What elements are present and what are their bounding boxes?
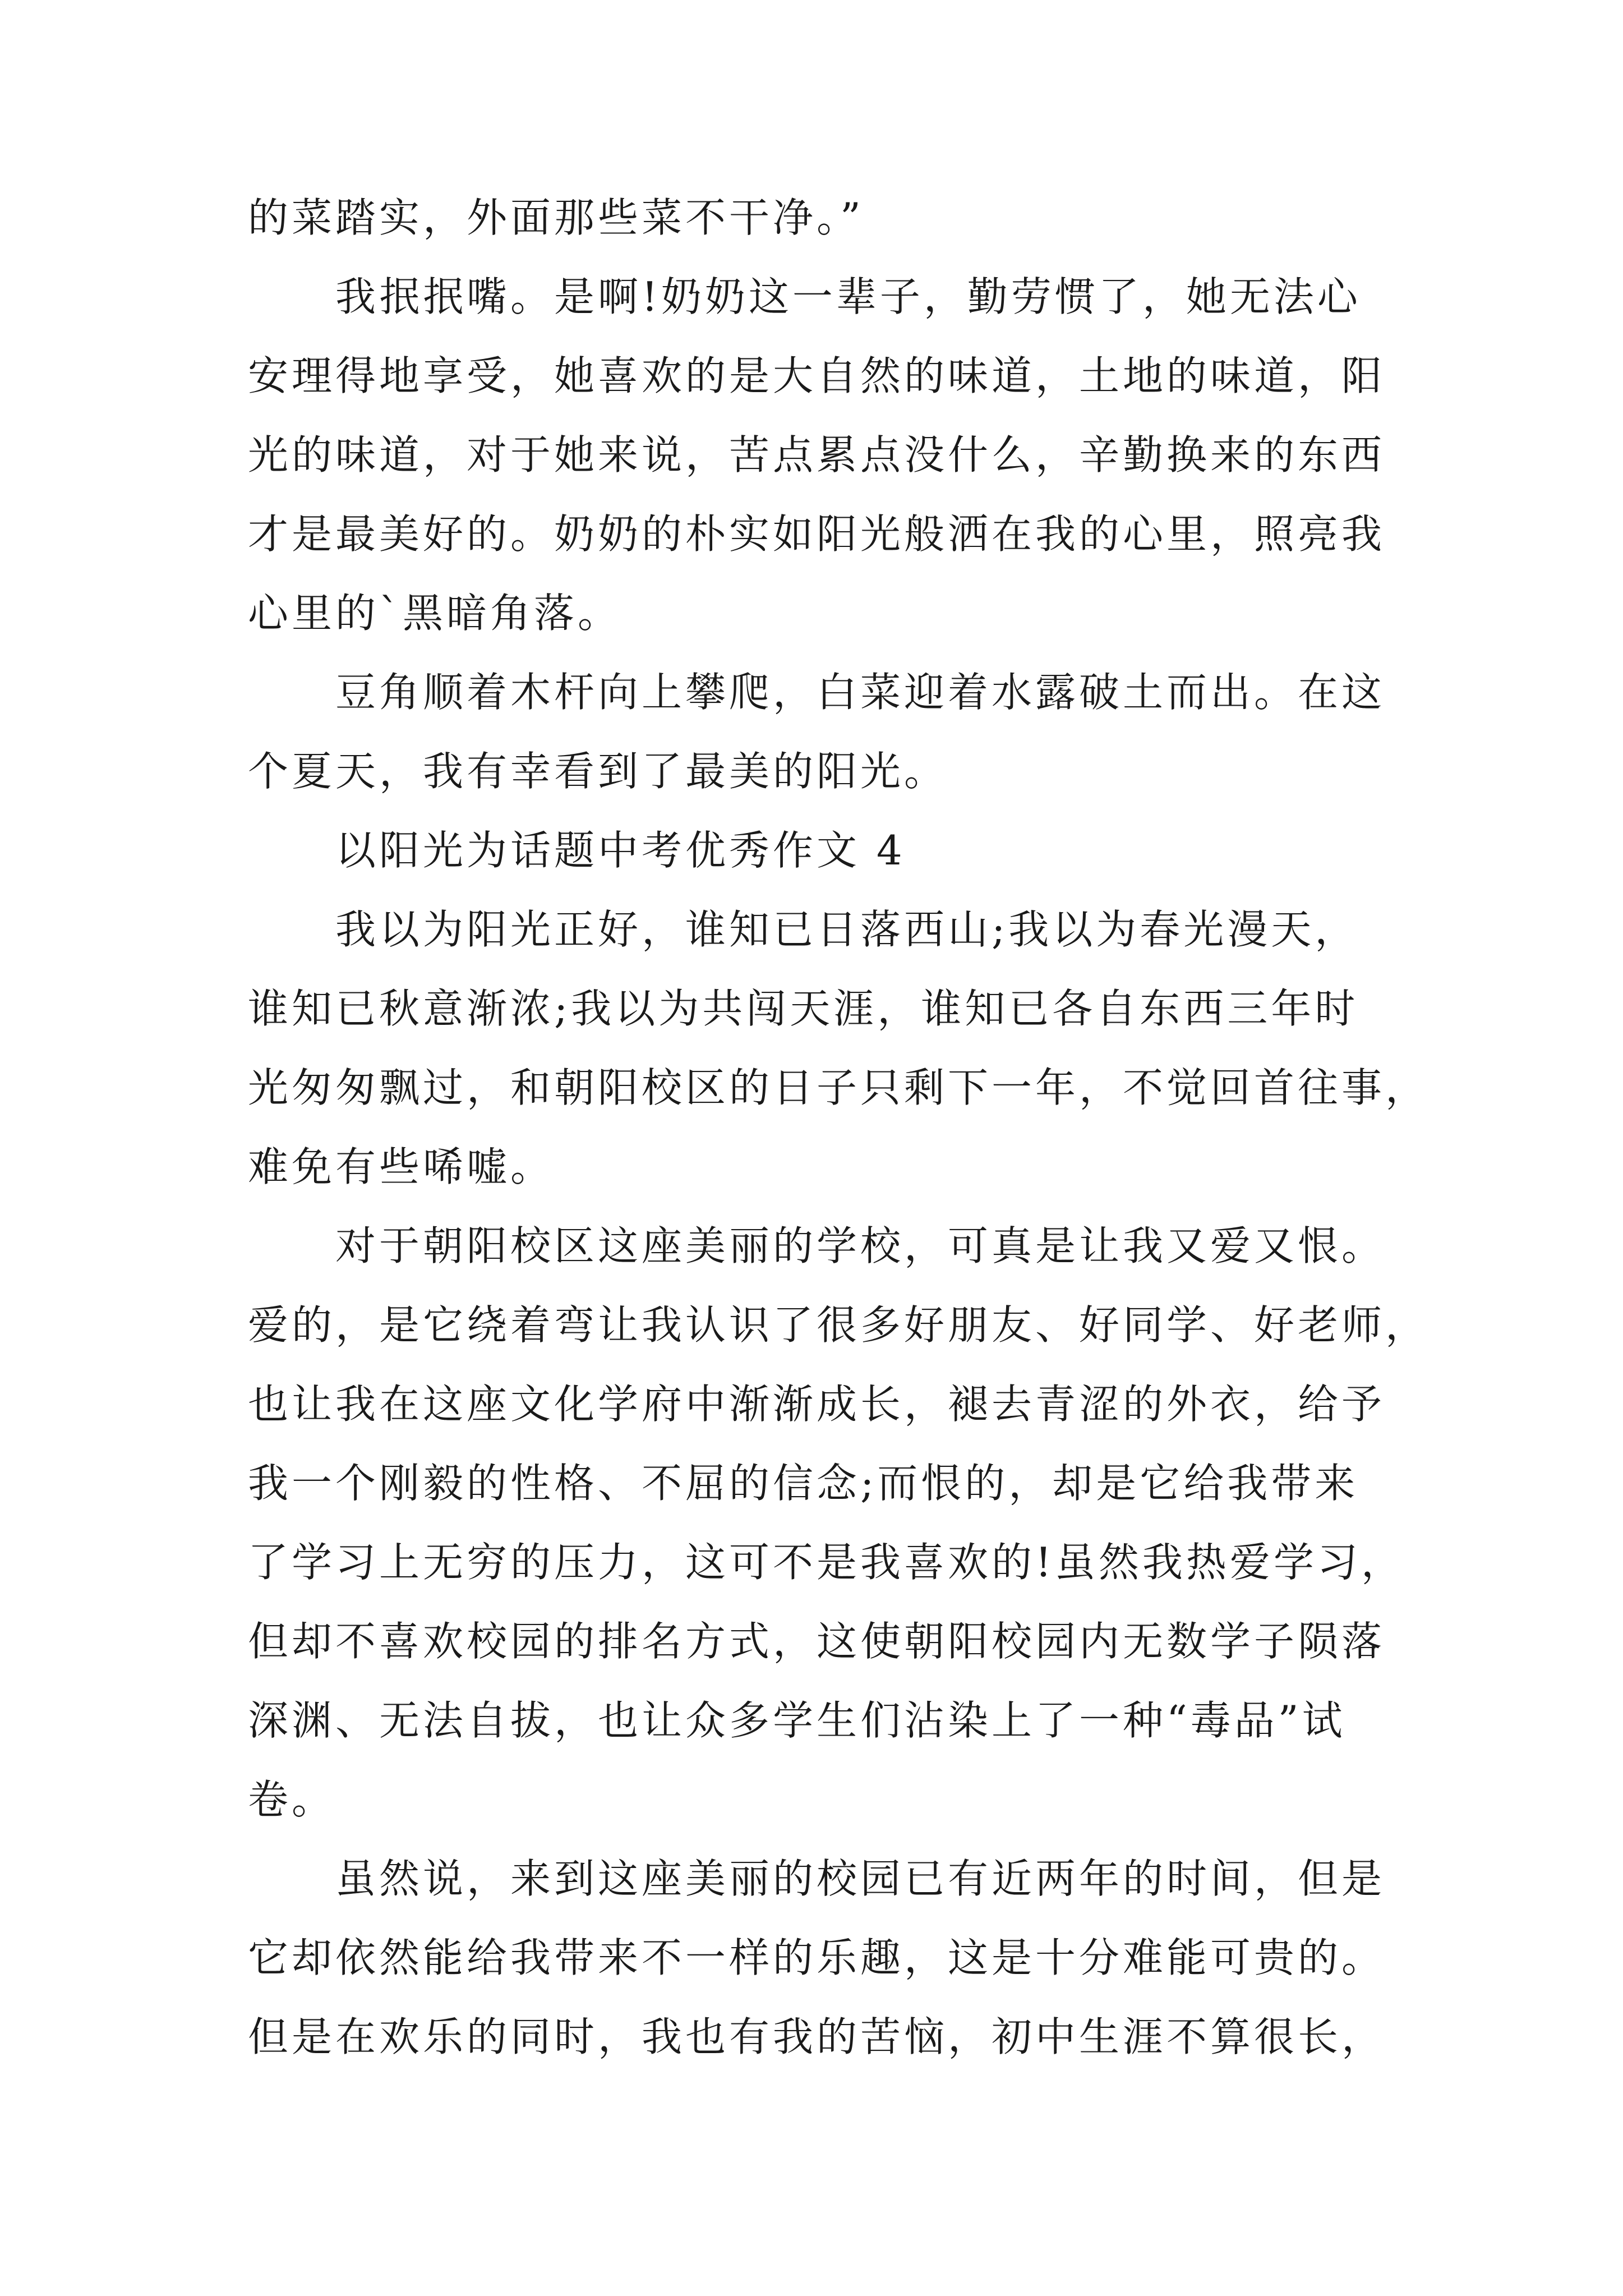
text-line: 也让我在这座文化学府中渐渐成长，褪去青涩的外衣，给予 <box>248 1381 1386 1428</box>
text-line: 卷。 <box>248 1776 336 1823</box>
text-line: 心里的`黑暗角落。 <box>248 590 622 637</box>
text-line: 爱的，是它绕着弯让我认识了很多好朋友、好同学、好老师， <box>248 1301 1430 1349</box>
document-body <box>248 178 1430 2077</box>
text-line: 深渊、无法自拔，也让众多学生们沾染上了一种“毒品”试 <box>248 1697 1346 1744</box>
text-line: 我以为阳光正好，谁知已日落西山;我以为春光漫天， <box>248 906 1359 953</box>
text-line: 谁知已秋意渐浓;我以为共闯天涯，谁知已各自东西三年时 <box>248 985 1359 1032</box>
text-line: 了学习上无穷的压力，这可不是我喜欢的!虽然我热爱学习， <box>248 1539 1405 1586</box>
text-line: 虽然说，来到这座美丽的校园已有近两年的时间，但是 <box>248 1855 1386 1902</box>
text-line: 但是在欢乐的同时，我也有我的苦恼，初中生涯不算很长， <box>248 2013 1386 2060</box>
text-line: 的菜踏实，外面那些菜不干净。” <box>248 194 864 241</box>
text-line: 豆角顺着木杆向上攀爬，白菜迎着水露破土而出。在这 <box>248 669 1386 716</box>
text-line: 才是最美好的。奶奶的朴实如阳光般洒在我的心里，照亮我 <box>248 510 1386 558</box>
text-line: 个夏天，我有幸看到了最美的阳光。 <box>248 748 948 795</box>
text-line: 光匆匆飘过，和朝阳校区的日子只剩下一年，不觉回首往事， <box>248 1064 1430 1111</box>
text-line: 它却依然能给我带来不一样的乐趣，这是十分难能可贵的。 <box>248 1934 1386 1981</box>
section-heading: 以阳光为话题中考优秀作文 4 <box>248 827 906 874</box>
text-line: 光的味道，对于她来说，苦点累点没什么，辛勤换来的东西 <box>248 431 1386 478</box>
text-line: 对于朝阳校区这座美丽的学校，可真是让我又爱又恨。 <box>248 1222 1386 1269</box>
text-line: 难免有些唏嘘。 <box>248 1143 555 1190</box>
text-line: 但却不喜欢校园的排名方式，这使朝阳校园内无数学子陨落 <box>248 1618 1386 1665</box>
text-line: 安理得地享受，她喜欢的是大自然的味道，土地的味道，阳 <box>248 352 1386 399</box>
text-line: 我抿抿嘴。是啊!奶奶这一辈子，勤劳惯了，她无法心 <box>248 273 1361 320</box>
text-line: 我一个刚毅的性格、不屈的信念;而恨的，却是它给我带来 <box>248 1460 1359 1507</box>
